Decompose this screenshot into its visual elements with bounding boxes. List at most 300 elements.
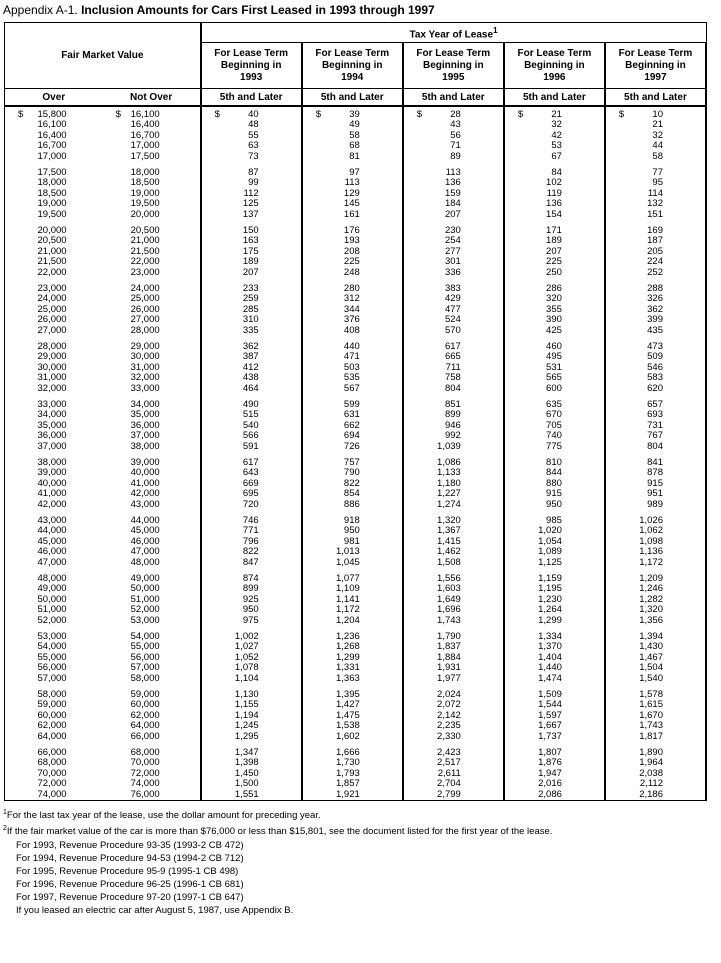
cell-value: 336 <box>444 266 461 278</box>
inclusion-amount-1996 <box>504 210 605 221</box>
cell-value: 429 <box>444 293 461 305</box>
cell-value: 711 <box>445 361 461 373</box>
inclusion-amount-1997 <box>605 674 706 685</box>
cell-value: 567 <box>343 382 360 394</box>
inclusion-amount-1997 <box>605 326 706 337</box>
cell-value: 74,000 <box>130 778 160 790</box>
cell-value: 24,000 <box>130 282 160 294</box>
currency-symbol: $ <box>517 108 524 120</box>
cell-value: 540 <box>242 419 259 431</box>
cell-value: 1,398 <box>234 757 259 769</box>
cell-value: 19,500 <box>130 198 160 210</box>
table-row <box>5 384 707 395</box>
cell-value: 344 <box>343 303 360 315</box>
cell-value: 286 <box>546 282 562 294</box>
cell-value: 1,347 <box>234 746 259 758</box>
cell-value: 64,000 <box>37 730 67 742</box>
cell-value: 26,000 <box>37 314 67 326</box>
year-column-header-1997 <box>605 43 706 89</box>
cell-value: 1,020 <box>538 525 562 537</box>
inclusion-amount-1994 <box>302 674 403 685</box>
table-row <box>5 558 707 569</box>
cell-value: 50,000 <box>130 583 160 595</box>
cell-value: 207 <box>242 266 259 278</box>
cell-value: 335 <box>242 324 259 336</box>
cell-value: 29,000 <box>37 351 67 363</box>
cell-value: 1,026 <box>639 514 663 526</box>
cell-value: 252 <box>647 266 663 278</box>
inclusion-amounts-table <box>4 22 707 801</box>
table-row <box>5 326 707 337</box>
table-row <box>5 616 707 627</box>
cell-value: 44,000 <box>130 514 160 526</box>
cell-value: 665 <box>444 351 461 363</box>
cell-value: 515 <box>242 409 259 421</box>
footnote-detail-list <box>16 839 721 917</box>
cell-value: 21 <box>551 108 562 120</box>
cell-value: 205 <box>647 245 663 257</box>
cell-value: 230 <box>444 224 461 236</box>
inclusion-amount-1995 <box>403 558 504 569</box>
cell-value: 1,264 <box>538 604 562 616</box>
fmv-not-over-value <box>103 558 201 569</box>
cell-value: 62,000 <box>37 720 67 732</box>
cell-value: 1,509 <box>538 688 562 700</box>
cell-value: 112 <box>243 187 259 199</box>
inclusion-amount-1995 <box>403 268 504 279</box>
cell-value: 17,500 <box>130 150 160 162</box>
cell-value: 151 <box>647 208 663 220</box>
cell-value: 1,268 <box>335 641 360 653</box>
cell-value: 989 <box>647 498 663 510</box>
lease-term-year: 1996 <box>543 71 566 83</box>
cell-value: 248 <box>343 266 360 278</box>
cell-value: 18,500 <box>37 187 67 199</box>
cell-value: 326 <box>647 293 663 305</box>
inclusion-amount-1994 <box>302 790 403 801</box>
fmv-not-over-value <box>103 500 201 511</box>
inclusion-amount-1996 <box>504 616 605 627</box>
title-text: Inclusion Amounts for Cars First Leased in 1993 through 1997 <box>81 3 435 17</box>
cell-value: 804 <box>647 440 663 452</box>
inclusion-amount-1996 <box>504 152 605 163</box>
fmv-over-value <box>5 268 103 279</box>
cell-value: 67 <box>551 150 562 162</box>
over-header: Over <box>5 89 103 106</box>
cell-value: 43 <box>450 119 461 131</box>
cell-value: 23,000 <box>37 282 67 294</box>
cell-value: 310 <box>242 314 259 326</box>
cell-value: 53,000 <box>130 614 160 626</box>
cell-value: 17,000 <box>130 140 160 152</box>
not-over-header: Not Over <box>103 89 201 106</box>
year-column-header-1995 <box>403 43 504 89</box>
cell-value: 1,670 <box>639 709 663 721</box>
cell-value: 37,000 <box>130 430 160 442</box>
cell-value: 35,000 <box>37 419 67 431</box>
cell-value: 18,000 <box>130 166 160 178</box>
cell-value: 44,000 <box>37 525 67 537</box>
cell-value: 50,000 <box>37 593 67 605</box>
cell-value: 21,500 <box>130 245 160 257</box>
cell-value: 66,000 <box>37 746 67 758</box>
cell-value: 1,578 <box>639 688 663 700</box>
cell-value: 20,000 <box>37 224 67 236</box>
cell-value: 1,320 <box>639 604 663 616</box>
cell-value: 33,000 <box>37 398 67 410</box>
cell-value: 1,807 <box>538 746 562 758</box>
cell-value: 59,000 <box>130 688 160 700</box>
cell-value: 145 <box>343 198 360 210</box>
cell-value: 2,799 <box>437 788 461 800</box>
cell-value: 56 <box>450 129 461 141</box>
fmv-not-over-value <box>103 732 201 743</box>
cell-value: 1,743 <box>437 614 461 626</box>
fmv-over-value <box>5 384 103 395</box>
cell-value: 1,141 <box>335 593 360 605</box>
cell-value: 136 <box>444 177 461 189</box>
cell-value: 1,282 <box>639 593 663 605</box>
cell-value: 16,400 <box>130 119 160 131</box>
cell-value: 950 <box>343 525 360 537</box>
table-row <box>5 674 707 685</box>
cell-value: 1,236 <box>335 630 360 642</box>
cell-value: 19,500 <box>37 208 67 220</box>
inclusion-amount-1995 <box>403 674 504 685</box>
cell-value: 2,024 <box>437 688 461 700</box>
cell-value: 1,125 <box>538 556 562 568</box>
cell-value: 31,000 <box>130 361 160 373</box>
cell-value: 524 <box>444 314 461 326</box>
lease-term-line1: For Lease Term <box>214 47 289 59</box>
cell-value: 1,089 <box>538 546 562 558</box>
cell-value: 73 <box>248 150 259 162</box>
cell-value: 841 <box>647 456 663 468</box>
cell-value: 19,000 <box>130 187 160 199</box>
cell-value: 1,884 <box>437 651 461 663</box>
fmv-over-value <box>5 790 103 801</box>
cell-value: 985 <box>546 514 562 526</box>
cell-value: 1,367 <box>437 525 461 537</box>
cell-value: 408 <box>343 324 360 336</box>
inclusion-amount-1993 <box>201 442 302 453</box>
cell-value: 77 <box>652 166 663 178</box>
lease-term-year: 1997 <box>644 71 667 83</box>
cell-value: 163 <box>242 235 259 247</box>
cell-value: 49 <box>349 119 360 131</box>
cell-value: 915 <box>647 477 663 489</box>
currency-symbol: $ <box>416 108 423 120</box>
cell-value: 95 <box>652 177 663 189</box>
cell-value: 52,000 <box>130 604 160 616</box>
cell-value: 383 <box>444 282 461 294</box>
cell-value: 1,556 <box>437 572 461 584</box>
lease-term-year: 1993 <box>240 71 263 83</box>
cell-value: 1,104 <box>234 672 259 684</box>
cell-value: 1,667 <box>538 720 562 732</box>
cell-value: 1,363 <box>335 672 360 684</box>
inclusion-amount-1993 <box>201 558 302 569</box>
cell-value: 97 <box>349 166 360 178</box>
cell-value: 1,295 <box>234 730 259 742</box>
fifth-and-later-header-1996: 5th and Later <box>504 89 605 106</box>
cell-value: 113 <box>445 166 461 178</box>
cell-value: 47,000 <box>37 556 67 568</box>
table-row <box>5 790 707 801</box>
cell-value: 25,000 <box>37 303 67 315</box>
cell-value: 1,597 <box>538 709 562 721</box>
cell-value: 376 <box>343 314 360 326</box>
cell-value: 57,000 <box>37 672 67 684</box>
cell-value: 662 <box>343 419 360 431</box>
footnote-1 <box>3 806 721 822</box>
cell-value: 1,440 <box>538 662 562 674</box>
cell-value: 1,320 <box>437 514 461 526</box>
inclusion-amount-1997 <box>605 732 706 743</box>
cell-value: 399 <box>647 314 663 326</box>
cell-value: 1,027 <box>234 641 259 653</box>
footnote-detail: For 1997, Revenue Procedure 97-20 (1997-1 CB 647) <box>16 891 244 903</box>
fmv-not-over-value <box>103 106 201 121</box>
cell-value: 851 <box>444 398 461 410</box>
cell-value: 32 <box>551 119 562 131</box>
cell-value: 925 <box>242 593 259 605</box>
cell-value: 1,299 <box>335 651 360 663</box>
cell-value: 320 <box>546 293 562 305</box>
inclusion-amount-1996 <box>504 442 605 453</box>
cell-value: 1,155 <box>234 699 259 711</box>
cell-value: 1,159 <box>538 572 562 584</box>
cell-value: 1,370 <box>538 641 562 653</box>
cell-value: 39,000 <box>37 467 67 479</box>
cell-value: 60,000 <box>37 709 67 721</box>
cell-value: 435 <box>647 324 663 336</box>
cell-value: 362 <box>647 303 663 315</box>
footnote-1-text: For the last tax year of the lease, use the dollar amount for preceding year. <box>6 810 321 822</box>
cell-value: 1,299 <box>538 614 562 626</box>
cell-value: 40,000 <box>37 477 67 489</box>
lease-term-year: 1995 <box>442 71 465 83</box>
cell-value: 570 <box>444 324 461 336</box>
fair-market-value-header: Fair Market Value <box>5 23 201 89</box>
inclusion-amount-1993 <box>201 674 302 685</box>
inclusion-amount-1994 <box>302 326 403 337</box>
cell-value: 1,603 <box>437 583 461 595</box>
cell-value: 1,947 <box>538 767 562 779</box>
inclusion-amount-1995 <box>403 326 504 337</box>
inclusion-amount-1993 <box>201 732 302 743</box>
inclusion-amount-1997 <box>605 152 706 163</box>
cell-value: 1,195 <box>538 583 562 595</box>
cell-value: 1,062 <box>639 525 663 537</box>
cell-value: 981 <box>343 535 360 547</box>
table-row <box>5 210 707 221</box>
cell-value: 477 <box>444 303 461 315</box>
fmv-not-over-value <box>103 210 201 221</box>
cell-value: 546 <box>647 361 663 373</box>
footnote-detail: For 1995, Revenue Procedure 95-9 (1995-1 CB 498) <box>16 865 239 877</box>
cell-value: 70,000 <box>37 767 67 779</box>
inclusion-amount-1997 <box>605 500 706 511</box>
fmv-not-over-value <box>103 268 201 279</box>
cell-value: 1,538 <box>335 720 360 732</box>
cell-value: 495 <box>546 351 562 363</box>
page-title <box>0 0 721 18</box>
inclusion-amount-1997 <box>605 210 706 221</box>
cell-value: 70,000 <box>130 757 160 769</box>
cell-value: 490 <box>242 398 259 410</box>
cell-value: 918 <box>343 514 360 526</box>
cell-value: 36,000 <box>37 430 67 442</box>
cell-value: 2,038 <box>639 767 663 779</box>
cell-value: 617 <box>242 456 259 468</box>
inclusion-amount-1996 <box>504 500 605 511</box>
fmv-not-over-value <box>103 152 201 163</box>
cell-value: 2,142 <box>437 709 461 721</box>
inclusion-amount-1995 <box>403 106 504 121</box>
cell-value: 790 <box>343 467 360 479</box>
cell-value: 56,000 <box>37 662 67 674</box>
cell-value: 899 <box>242 583 259 595</box>
cell-value: 161 <box>343 208 360 220</box>
inclusion-amount-1994 <box>302 106 403 121</box>
cell-value: 1,045 <box>335 556 360 568</box>
fifth-and-later-header-1994: 5th and Later <box>302 89 403 106</box>
cell-value: 35,000 <box>130 409 160 421</box>
cell-value: 154 <box>546 208 562 220</box>
fmv-over-value <box>5 558 103 569</box>
cell-value: 1,274 <box>437 498 461 510</box>
fmv-over-value <box>5 326 103 337</box>
cell-value: 224 <box>647 256 663 268</box>
cell-value: 1,737 <box>538 730 562 742</box>
tax-year-of-lease-header <box>201 23 706 43</box>
table-row <box>5 732 707 743</box>
table-row <box>5 500 707 511</box>
cell-value: 20,500 <box>130 224 160 236</box>
cell-value: 950 <box>242 604 259 616</box>
cell-value: 39 <box>349 108 360 120</box>
footnote-detail: For 1994, Revenue Procedure 94-53 (1994-2 CB 712) <box>16 852 244 864</box>
fmv-not-over-value <box>103 790 201 801</box>
cell-value: 566 <box>242 430 259 442</box>
cell-value: 184 <box>444 198 461 210</box>
cell-value: 46,000 <box>130 535 160 547</box>
inclusion-amount-1993 <box>201 152 302 163</box>
cell-value: 48 <box>248 119 259 131</box>
cell-value: 2,016 <box>538 778 562 790</box>
inclusion-amount-1993 <box>201 326 302 337</box>
cell-value: 740 <box>546 430 562 442</box>
fmv-over-value <box>5 152 103 163</box>
cell-value: 438 <box>242 372 259 384</box>
cell-value: 1,052 <box>234 651 259 663</box>
cell-value: 1,180 <box>437 477 461 489</box>
cell-value: 301 <box>444 256 461 268</box>
cell-value: 225 <box>546 256 562 268</box>
inclusion-amount-1995 <box>403 210 504 221</box>
cell-value: 43,000 <box>37 514 67 526</box>
cell-value: 16,100 <box>130 108 160 120</box>
cell-value: 657 <box>647 398 663 410</box>
lease-term-line1: For Lease Term <box>618 47 693 59</box>
cell-value: 40,000 <box>130 467 160 479</box>
footnotes <box>3 806 721 916</box>
cell-value: 670 <box>546 409 562 421</box>
cell-value: 44 <box>652 140 663 152</box>
footnote-detail: If you leased an electric car after August 5, 1987, use Appendix B. <box>16 904 294 916</box>
currency-symbol: $ <box>18 108 24 120</box>
inclusion-amount-1997 <box>605 558 706 569</box>
cell-value: 1,394 <box>639 630 663 642</box>
cell-value: 23,000 <box>130 266 160 278</box>
cell-value: 950 <box>546 498 562 510</box>
cell-value: 1,404 <box>538 651 562 663</box>
inclusion-amount-1996 <box>504 268 605 279</box>
cell-value: 1,395 <box>335 688 360 700</box>
cell-value: 844 <box>546 467 562 479</box>
inclusion-amount-1994 <box>302 384 403 395</box>
cell-value: 26,000 <box>130 303 160 315</box>
inclusion-amount-1995 <box>403 442 504 453</box>
cell-value: 2,235 <box>437 720 461 732</box>
cell-value: 1,475 <box>335 709 360 721</box>
cell-value: 171 <box>546 224 562 236</box>
cell-value: 757 <box>343 456 360 468</box>
inclusion-amount-1994 <box>302 732 403 743</box>
cell-value: 81 <box>349 150 360 162</box>
inclusion-amount-1996 <box>504 732 605 743</box>
cell-value: 189 <box>242 256 259 268</box>
cell-value: 1,109 <box>335 583 360 595</box>
lease-term-line2: Beginning in <box>524 59 585 71</box>
cell-value: 1,504 <box>639 662 663 674</box>
cell-value: 1,334 <box>538 630 562 642</box>
cell-value: 1,817 <box>639 730 663 742</box>
cell-value: 1,078 <box>234 662 259 674</box>
cell-value: 767 <box>647 430 663 442</box>
cell-value: 76,000 <box>130 788 160 800</box>
cell-value: 27,000 <box>37 324 67 336</box>
cell-value: 21,500 <box>37 256 67 268</box>
inclusion-amount-1993 <box>201 106 302 121</box>
cell-value: 1,136 <box>639 546 663 558</box>
cell-value: 72,000 <box>37 778 67 790</box>
inclusion-amount-1996 <box>504 674 605 685</box>
cell-value: 176 <box>343 224 360 236</box>
cell-value: 137 <box>242 208 259 220</box>
cell-value: 695 <box>242 488 259 500</box>
cell-value: 28,000 <box>37 340 67 352</box>
cell-value: 822 <box>242 546 259 558</box>
cell-value: 54,000 <box>130 630 160 642</box>
cell-value: 1,602 <box>335 730 360 742</box>
cell-value: 1,508 <box>437 556 461 568</box>
cell-value: 259 <box>242 293 259 305</box>
inclusion-amount-1993 <box>201 268 302 279</box>
cell-value: 425 <box>546 324 562 336</box>
cell-value: 886 <box>343 498 360 510</box>
cell-value: 27,000 <box>130 314 160 326</box>
cell-value: 63 <box>248 140 259 152</box>
footnote-2 <box>3 822 721 838</box>
cell-value: 796 <box>242 535 259 547</box>
cell-value: 18,000 <box>37 177 67 189</box>
cell-value: 114 <box>647 187 663 199</box>
cell-value: 28 <box>450 108 461 120</box>
cell-value: 1,467 <box>639 651 663 663</box>
year-column-header-1996 <box>504 43 605 89</box>
